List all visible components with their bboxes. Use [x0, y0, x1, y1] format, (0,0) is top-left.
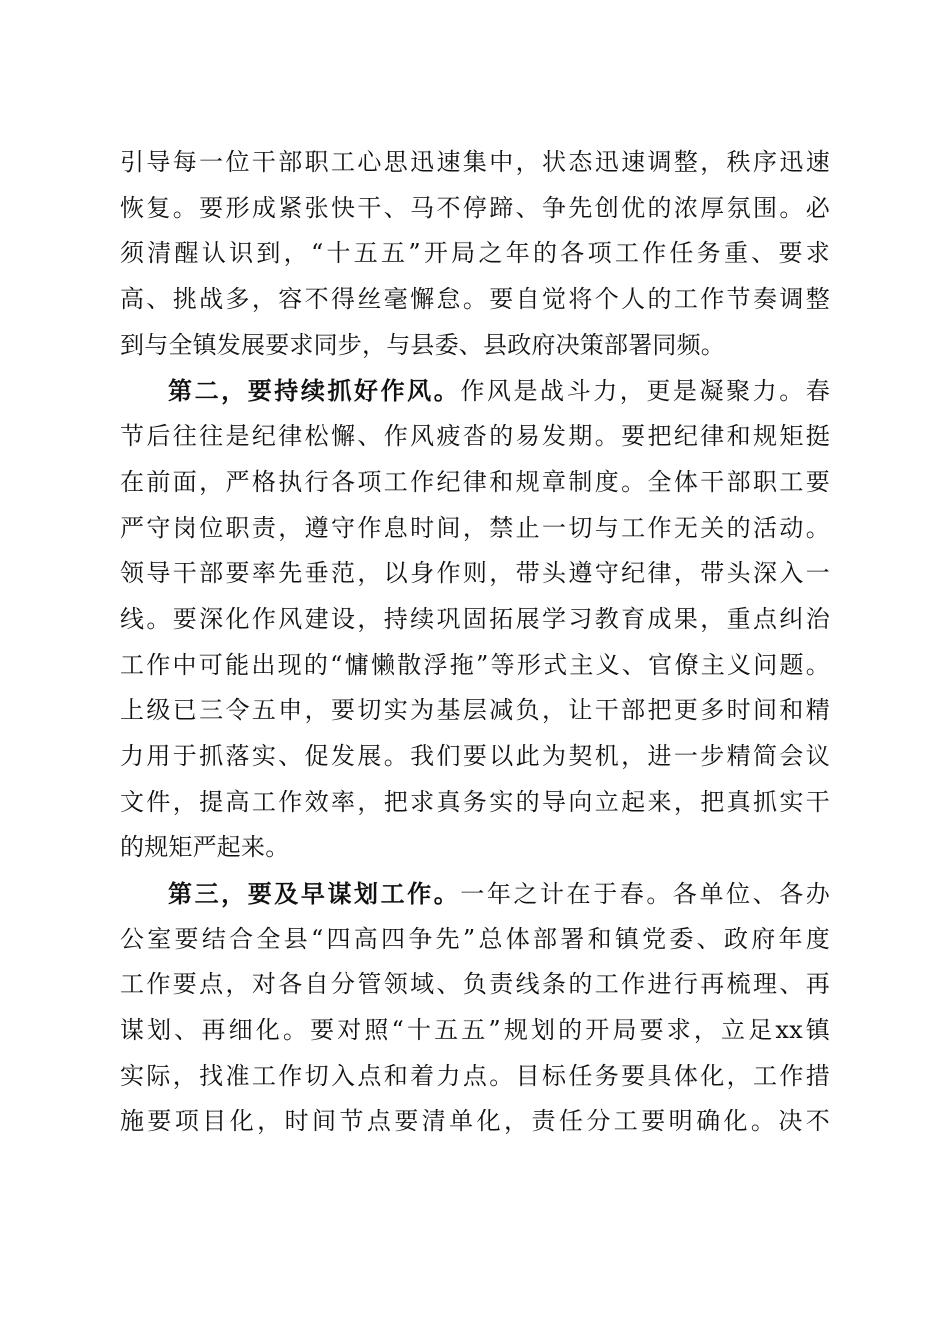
paragraph-2-line-10: 文件，提高工作效率，把求真务实的导向立起来，把真抓实干: [120, 787, 830, 816]
paragraph-3-line-1-text: 一年之计在于春。各单位、各办: [460, 880, 830, 908]
paragraph-2-line-1-text: 作风是战斗力，更是凝聚力。春: [460, 377, 830, 406]
paragraph-2-line-7: 工作中可能出现的“慵懒散浮拖”等形式主义、官僚主义问题。: [120, 650, 830, 679]
paragraph-1-line-4: 高、挑战多，容不得丝毫懈怠。要自觉将个人的工作节奏调整: [120, 285, 830, 314]
paragraph-2-line-9: 力用于抓落实、促发展。我们要以此为契机，进一步精简会议: [120, 741, 830, 770]
paragraph-3-line-2: 公室要结合全县“四高四争先”总体部署和镇党委、政府年度: [120, 924, 830, 953]
paragraph-1-line-1: 引导每一位干部职工心思迅速集中，状态迅速调整，秩序迅速: [120, 148, 830, 176]
paragraph-3-heading: 第三，要及早谋划工作。: [168, 879, 461, 908]
paragraph-2-line-6: 线。要深化作风建设，持续巩固拓展学习教育成果，重点纠治: [120, 604, 830, 633]
paragraph-3-line-4: 谋划、再细化。要对照“十五五”规划的开局要求，立足xx镇: [120, 1016, 830, 1045]
body-text: [120, 140, 830, 1145]
paragraph-3-line-1: [120, 871, 830, 917]
paragraph-1-line-5: 到与全镇发展要求同步，与县委、县政府决策部署同频。: [120, 330, 725, 359]
paragraph-3-line-5: 实际，找准工作切入点和着力点。目标任务要具体化，工作措: [120, 1061, 830, 1090]
paragraph-2-line-11: 的规矩严起来。: [120, 833, 290, 862]
paragraph-2-line-8: 上级已三令五申，要切实为基层减负，让干部把更多时间和精: [120, 696, 830, 725]
paragraph-3-line-6: 施要项目化，时间节点要清单化，责任分工要明确化。决不: [120, 1107, 830, 1136]
paragraph-1-line-2: 恢复。要形成紧张快干、马不停蹄、争先创优的浓厚氛围。必: [120, 193, 830, 222]
paragraph-2-line-3: 在前面，严格执行各项工作纪律和规章制度。全体干部职工要: [120, 467, 830, 496]
paragraph-2-line-4: 严守岗位职责，遵守作息时间，禁止一切与工作无关的活动。: [120, 513, 830, 542]
paragraph-2-line-5: 领导干部要率先垂范，以身作则，带头遵守纪律，带头深入一: [120, 559, 830, 588]
paragraph-3-line-3: 工作要点，对各自分管领域、负责线条的工作进行再梳理、再: [120, 970, 830, 999]
paragraph-2-line-2: 节后往往是纪律松懈、作风疲沓的易发期。要把纪律和规矩挺: [120, 422, 830, 451]
paragraph-2-line-1: [120, 368, 830, 414]
paragraph-1-line-3: 须清醒认识到，“十五五”开局之年的各项工作任务重、要求: [120, 239, 830, 268]
paragraph-2-heading: 第二，要持续抓好作风。: [168, 376, 461, 406]
